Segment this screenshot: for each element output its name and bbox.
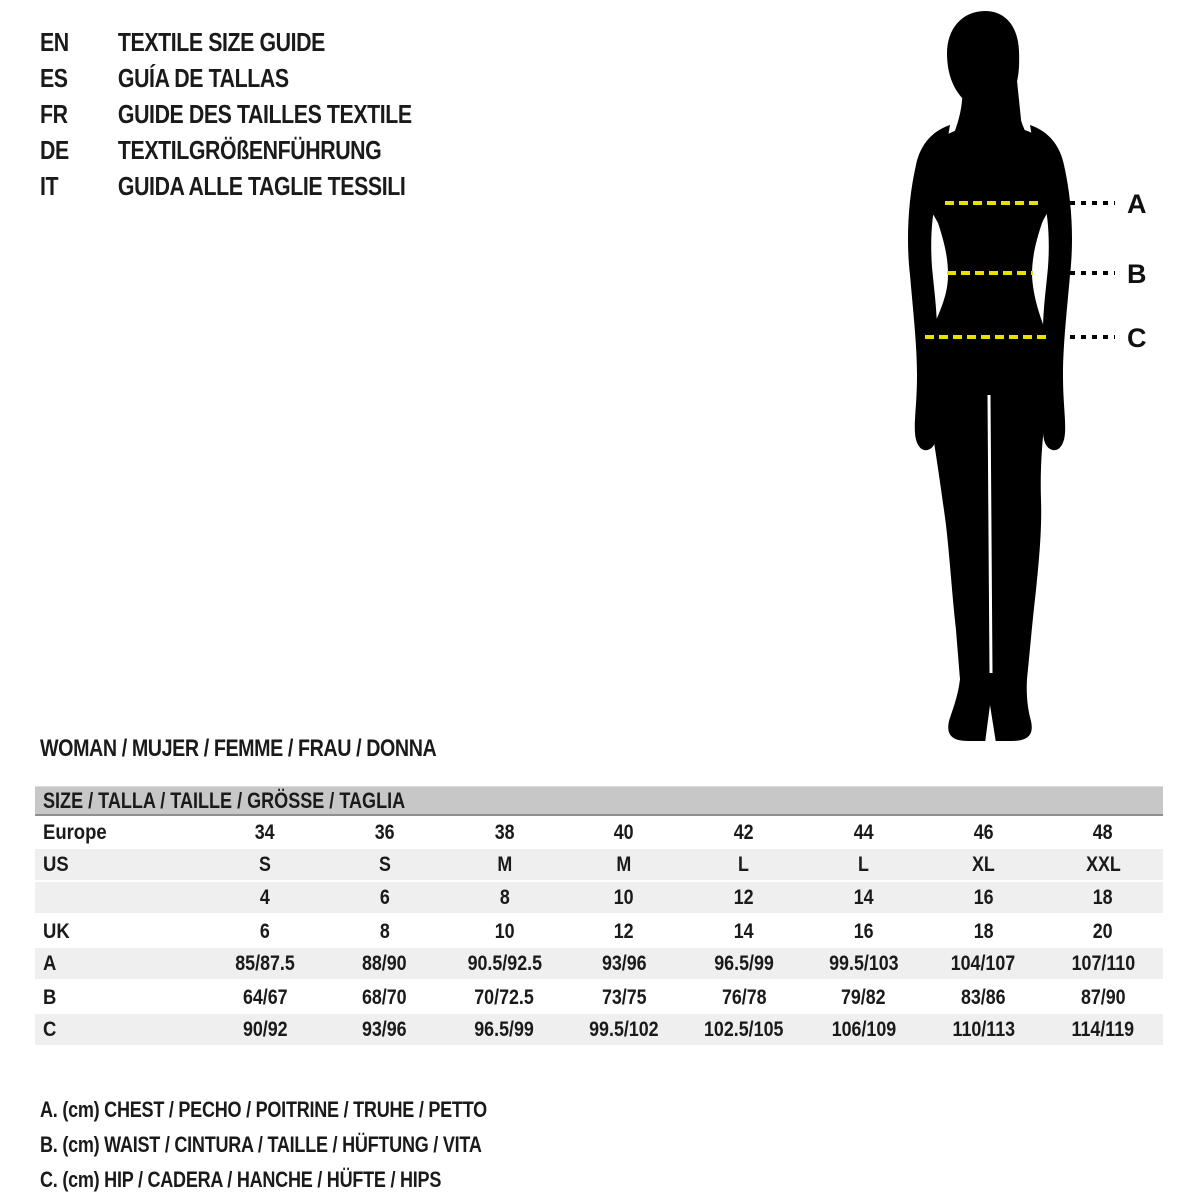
leg-gap-line <box>989 395 991 673</box>
language-guide-item <box>40 60 412 96</box>
cell-text: 106/109 <box>831 1017 896 1041</box>
cell-text: 12 <box>733 885 754 909</box>
measurement-legend-line: C. (cm) HIP / CADERA / HANCHE / HÜFTE / HIPS <box>40 1166 442 1192</box>
size-table-body <box>35 816 1163 1047</box>
language-guide-item <box>40 24 412 60</box>
size-value-cell <box>445 849 565 880</box>
cell-text: 83/86 <box>961 985 1006 1009</box>
row-label-text: Europe <box>43 820 107 844</box>
cell-text: M <box>616 852 632 876</box>
size-value-cell <box>564 948 684 979</box>
row-label-text: A <box>43 951 57 975</box>
cell-text: 8 <box>379 919 390 943</box>
size-value-cell <box>684 948 804 979</box>
language-code: DE <box>40 134 69 165</box>
hip-label: C <box>1127 323 1147 353</box>
chest-label: A <box>1127 189 1147 219</box>
cell-text: 96.5/99 <box>474 1017 535 1041</box>
row-label-text: B <box>43 985 57 1009</box>
guide-title: TEXTILE SIZE GUIDE <box>117 26 325 57</box>
size-table-header-bar <box>35 786 1163 816</box>
size-value-cell <box>325 816 445 849</box>
cell-text: 114/119 <box>1071 1017 1135 1041</box>
cell-text: 88/90 <box>362 951 407 975</box>
cell-text: 107/110 <box>1071 951 1135 975</box>
size-value-cell <box>564 816 684 849</box>
guide-title: GUIDA ALLE TAGLIE TESSILI <box>117 170 406 201</box>
cell-text: 76/78 <box>721 985 767 1009</box>
size-value-cell <box>924 948 1044 979</box>
size-value-cell <box>804 849 924 880</box>
size-value-cell <box>684 1014 804 1045</box>
cell-text: 18 <box>973 919 994 943</box>
language-code: IT <box>40 170 59 201</box>
size-table-row <box>35 849 1163 882</box>
woman-silhouette-svg <box>890 5 1160 745</box>
row-label-text: US <box>43 852 69 876</box>
cell-text: 85/87.5 <box>235 951 295 975</box>
cell-text: 10 <box>494 919 515 943</box>
cell-text: 48 <box>1093 820 1114 844</box>
cell-text: 110/113 <box>952 1017 1015 1041</box>
cell-text: S <box>378 852 391 876</box>
size-table-row <box>35 882 1163 915</box>
cell-text: 14 <box>853 885 874 909</box>
size-value-cell <box>564 915 684 948</box>
cell-text: 68/70 <box>362 985 407 1009</box>
size-value-cell <box>924 1014 1044 1045</box>
cell-text: 73/75 <box>601 985 647 1009</box>
woman-silhouette-figure <box>890 5 1160 745</box>
size-value-cell <box>684 882 804 913</box>
size-table <box>35 786 1163 1047</box>
size-value-cell <box>445 981 565 1014</box>
cell-text: 102.5/105 <box>704 1017 784 1041</box>
size-value-cell <box>804 981 924 1014</box>
size-value-cell <box>1043 915 1163 948</box>
guide-title: GUÍA DE TALLAS <box>117 62 289 93</box>
size-value-cell <box>325 1014 445 1045</box>
language-guide-item <box>40 168 412 204</box>
cell-text: 93/96 <box>362 1017 407 1041</box>
language-title-list <box>40 24 412 204</box>
size-value-cell <box>445 915 565 948</box>
size-table-header-text: SIZE / TALLA / TAILLE / GRÖSSE / TAGLIA <box>43 787 406 813</box>
size-value-cell <box>804 1014 924 1045</box>
gender-section-title: WOMAN / MUJER / FEMME / FRAU / DONNA <box>40 735 437 762</box>
size-value-cell <box>445 816 565 849</box>
size-value-cell <box>684 849 804 880</box>
size-value-cell <box>205 882 325 913</box>
size-value-cell <box>445 882 565 913</box>
size-table-row <box>35 948 1163 981</box>
language-code: ES <box>40 62 68 93</box>
size-value-cell <box>924 915 1044 948</box>
cell-text: 14 <box>733 919 754 943</box>
size-value-cell <box>325 915 445 948</box>
cell-text: 6 <box>259 919 270 943</box>
size-value-cell <box>205 981 325 1014</box>
cell-text: XXL <box>1085 852 1121 876</box>
size-value-cell <box>445 948 565 979</box>
cell-text: 99.5/103 <box>828 951 899 975</box>
size-value-cell <box>564 882 684 913</box>
size-value-cell <box>564 1014 684 1045</box>
size-value-cell <box>804 882 924 913</box>
size-table-row <box>35 915 1163 948</box>
cell-text: 87/90 <box>1080 985 1126 1009</box>
size-value-cell <box>924 816 1044 849</box>
row-label-text: UK <box>43 919 70 943</box>
size-system-label <box>35 816 205 849</box>
cell-text: S <box>258 852 271 876</box>
cell-text: 38 <box>494 820 515 844</box>
cell-text: L <box>858 852 870 876</box>
cell-text: 8 <box>499 885 510 909</box>
cell-text: 104/107 <box>951 951 1016 975</box>
size-system-label <box>35 915 205 948</box>
size-value-cell <box>804 948 924 979</box>
language-guide-item <box>40 132 412 168</box>
cell-text: 16 <box>853 919 874 943</box>
waist-label: B <box>1127 259 1147 289</box>
cell-text: L <box>738 852 750 876</box>
size-value-cell <box>1043 816 1163 849</box>
cell-text: 16 <box>973 885 994 909</box>
cell-text: 6 <box>379 885 390 909</box>
size-value-cell <box>564 981 684 1014</box>
cell-text: XL <box>971 852 995 876</box>
cell-text: 96.5/99 <box>714 951 774 975</box>
size-value-cell <box>205 849 325 880</box>
cell-text: 79/82 <box>841 985 886 1009</box>
size-value-cell <box>1043 948 1163 979</box>
size-value-cell <box>205 1014 325 1045</box>
size-value-cell <box>325 849 445 880</box>
size-value-cell <box>205 948 325 979</box>
cell-text: 20 <box>1093 919 1114 943</box>
row-label-text: C <box>43 1017 57 1041</box>
size-value-cell <box>564 849 684 880</box>
cell-text: 90.5/92.5 <box>467 951 542 975</box>
cell-text: M <box>496 852 512 876</box>
size-system-label <box>35 948 205 979</box>
size-system-label <box>35 882 205 913</box>
size-table-row <box>35 981 1163 1014</box>
size-value-cell <box>205 816 325 849</box>
cell-text: 4 <box>259 885 270 909</box>
size-system-label <box>35 1014 205 1045</box>
size-table-row <box>35 1014 1163 1047</box>
measurement-legend <box>40 1092 585 1197</box>
guide-title: TEXTILGRÖßENFÜHRUNG <box>117 134 382 165</box>
size-value-cell <box>684 915 804 948</box>
size-value-cell <box>924 849 1044 880</box>
cell-text: 64/67 <box>242 985 288 1009</box>
size-value-cell <box>1043 1014 1163 1045</box>
language-code: EN <box>40 26 69 57</box>
size-value-cell <box>325 981 445 1014</box>
size-value-cell <box>924 882 1044 913</box>
measurement-legend-line: B. (cm) WAIST / CINTURA / TAILLE / HÜFTUNG / VITA <box>40 1131 482 1157</box>
size-value-cell <box>1043 882 1163 913</box>
cell-text: 34 <box>254 820 275 844</box>
size-value-cell <box>325 948 445 979</box>
size-value-cell <box>684 816 804 849</box>
cell-text: 70/72.5 <box>474 985 535 1009</box>
guide-title: GUIDE DES TAILLES TEXTILE <box>117 98 412 129</box>
language-guide-item <box>40 96 412 132</box>
cell-text: 44 <box>853 820 874 844</box>
size-value-cell <box>804 816 924 849</box>
cell-text: 46 <box>973 820 994 844</box>
cell-text: 42 <box>733 820 754 844</box>
size-value-cell <box>804 915 924 948</box>
size-value-cell <box>445 1014 565 1045</box>
cell-text: 10 <box>614 885 635 909</box>
measurement-legend-line: A. (cm) CHEST / PECHO / POITRINE / TRUHE / PETTO <box>40 1096 487 1122</box>
cell-text: 90/92 <box>242 1017 288 1041</box>
size-value-cell <box>325 882 445 913</box>
cell-text: 40 <box>614 820 635 844</box>
language-code: FR <box>40 98 68 129</box>
size-value-cell <box>1043 981 1163 1014</box>
cell-text: 36 <box>374 820 395 844</box>
size-value-cell <box>924 981 1044 1014</box>
size-system-label <box>35 981 205 1014</box>
size-value-cell <box>1043 849 1163 880</box>
cell-text: 12 <box>614 919 635 943</box>
cell-text: 18 <box>1093 885 1114 909</box>
size-system-label <box>35 849 205 880</box>
size-table-row <box>35 816 1163 849</box>
cell-text: 93/96 <box>601 951 647 975</box>
size-value-cell <box>684 981 804 1014</box>
cell-text: 99.5/102 <box>589 1017 659 1041</box>
size-value-cell <box>205 915 325 948</box>
